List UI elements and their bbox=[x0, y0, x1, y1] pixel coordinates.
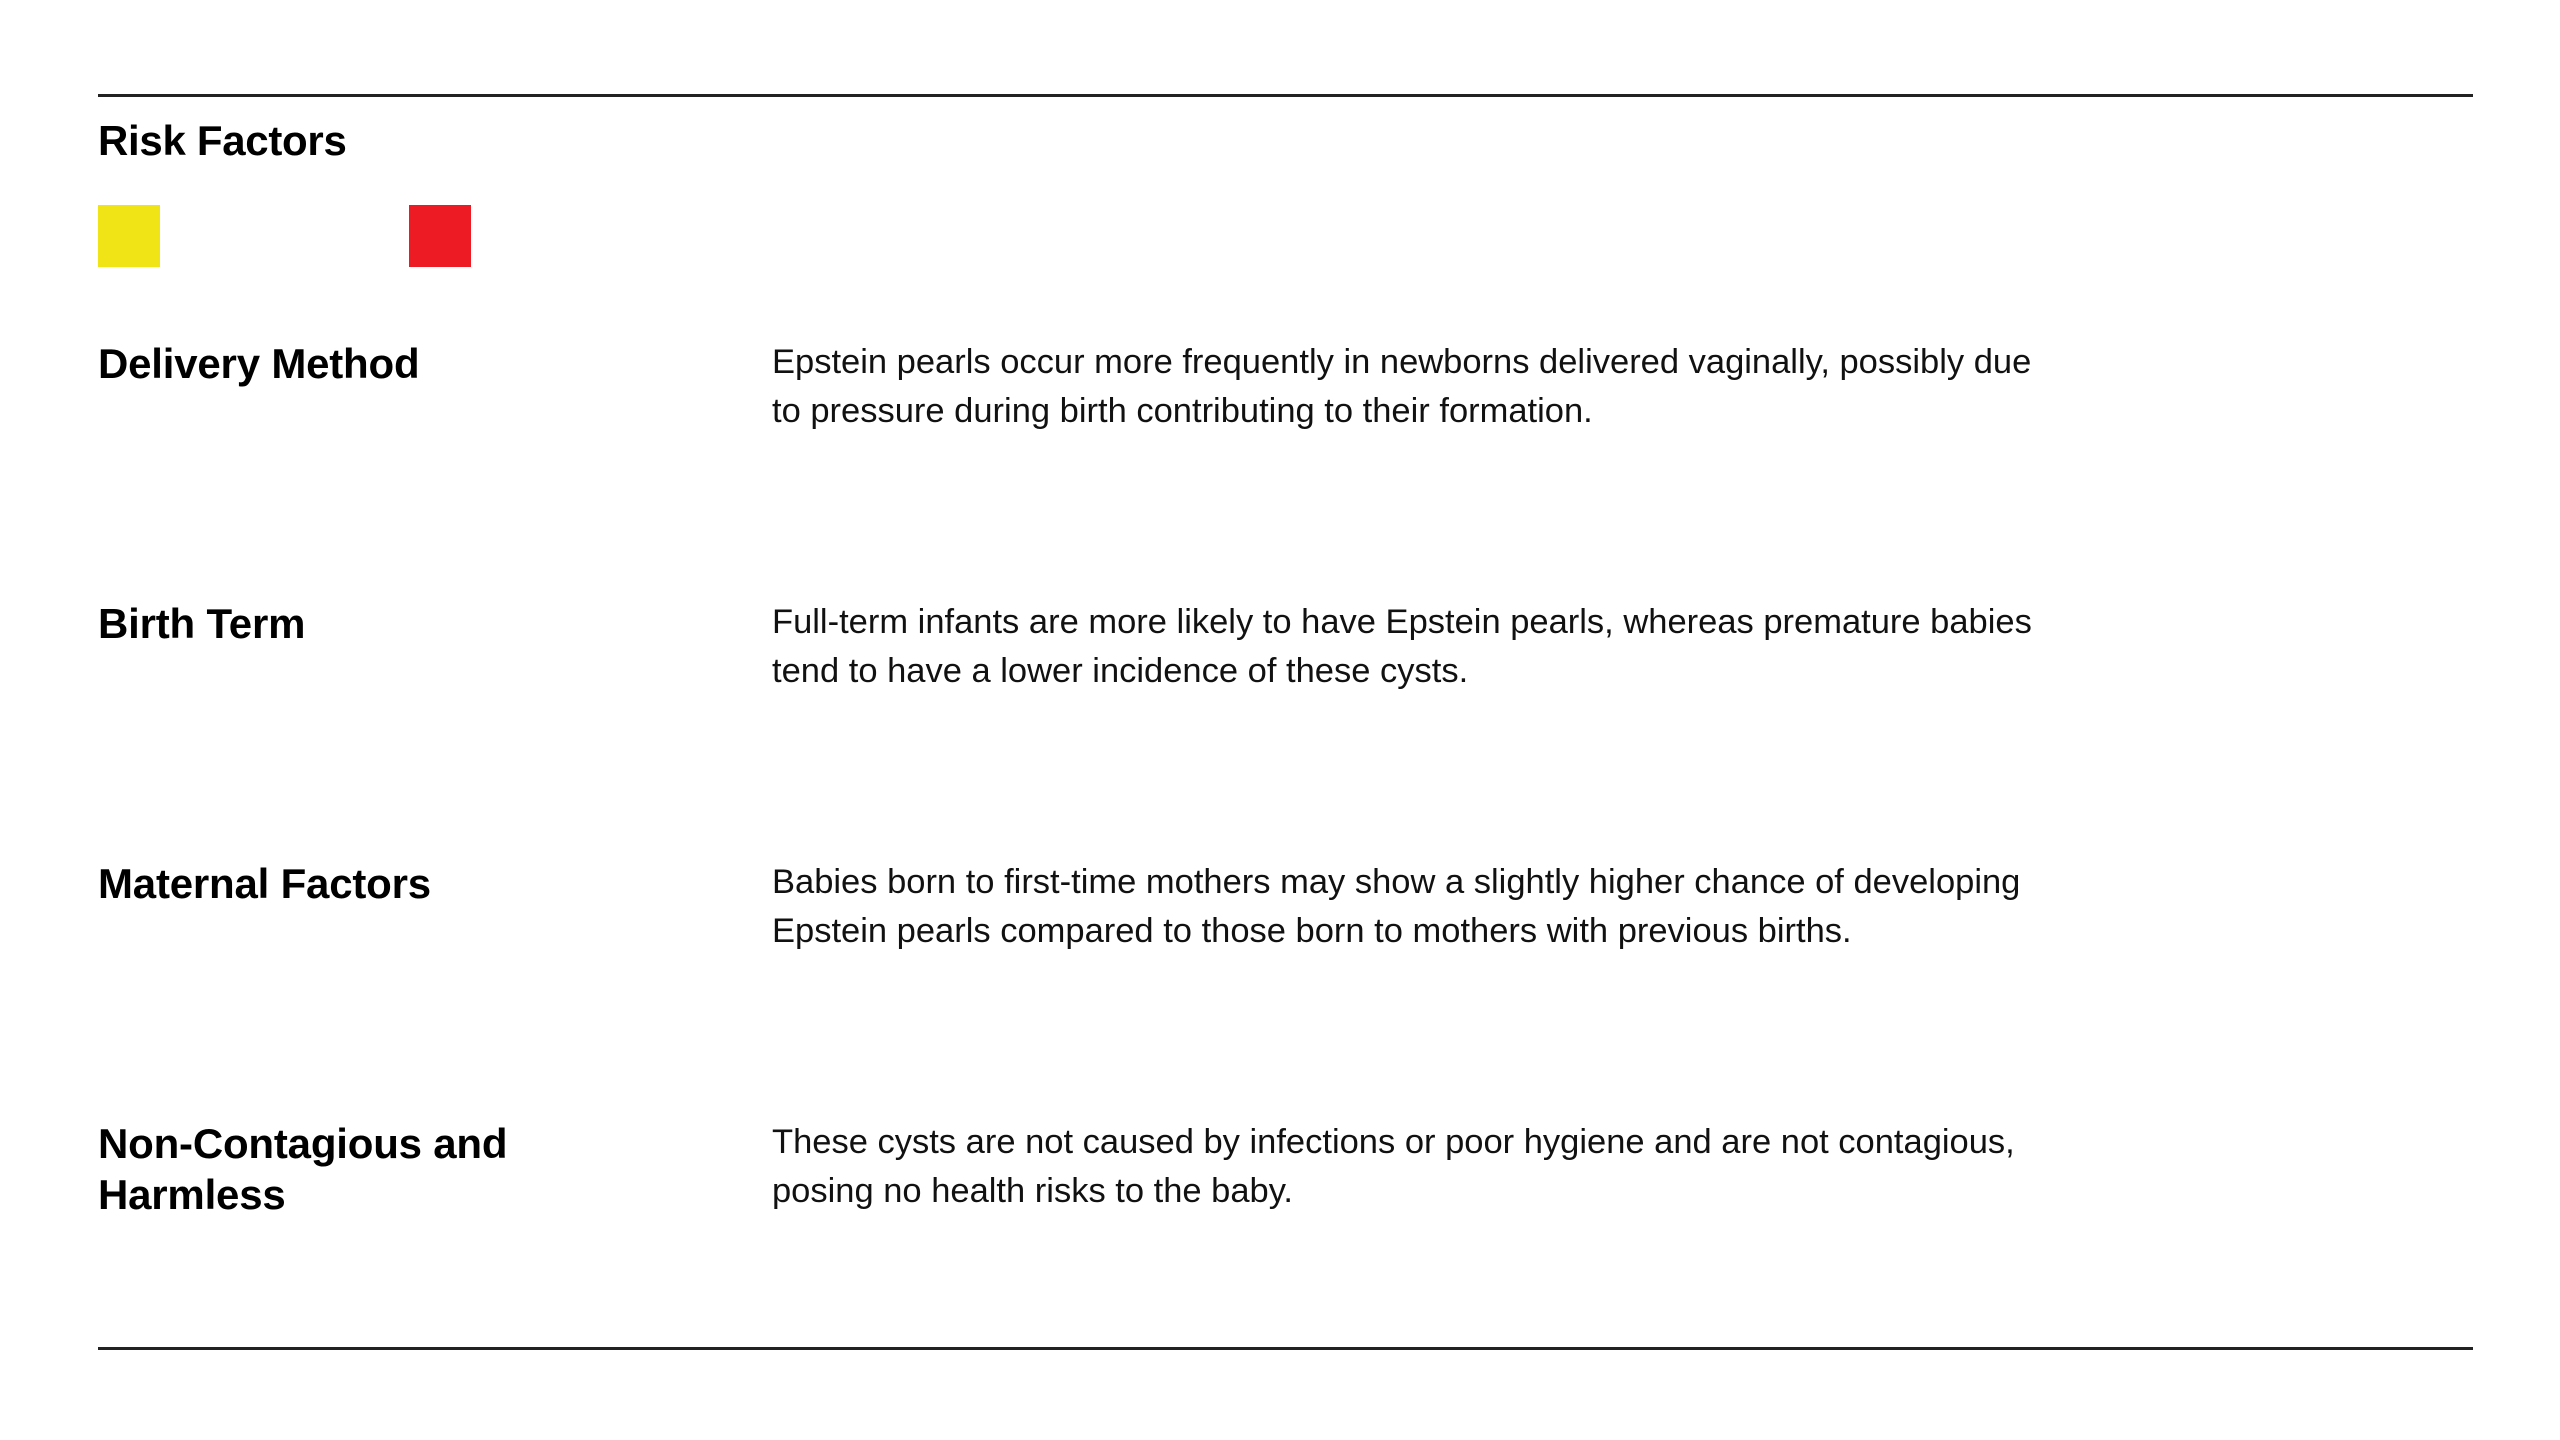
legend-swatch-yellow bbox=[98, 205, 160, 267]
section-title: Risk Factors bbox=[98, 117, 347, 164]
bottom-divider bbox=[98, 1347, 2473, 1350]
risk-factor-description: These cysts are not caused by infections or poor hygiene and are not contagious, posing no health risks to the baby. bbox=[772, 1123, 2015, 1210]
risk-factor-title: Non-Contagious and Harmless bbox=[98, 1120, 508, 1218]
legend-swatch-red bbox=[409, 205, 471, 267]
risk-factor-title: Birth Term bbox=[98, 600, 306, 647]
risk-factor-description: Full-term infants are more likely to have Epstein pearls, whereas premature babies tend to have a lower incidence of these cysts. bbox=[772, 603, 2032, 690]
risk-factor-description: Epstein pearls occur more frequently in newborns delivered vaginally, possibly due to pressure during birth contributing to their formation. bbox=[772, 343, 2032, 430]
risk-factor-description: Babies born to first-time mothers may show a slightly higher chance of developing Epstein pearls compared to those born to mothers with previous births. bbox=[772, 863, 2021, 950]
top-divider bbox=[98, 94, 2473, 97]
risk-factor-title: Maternal Factors bbox=[98, 860, 431, 907]
risk-factor-title: Delivery Method bbox=[98, 340, 420, 387]
